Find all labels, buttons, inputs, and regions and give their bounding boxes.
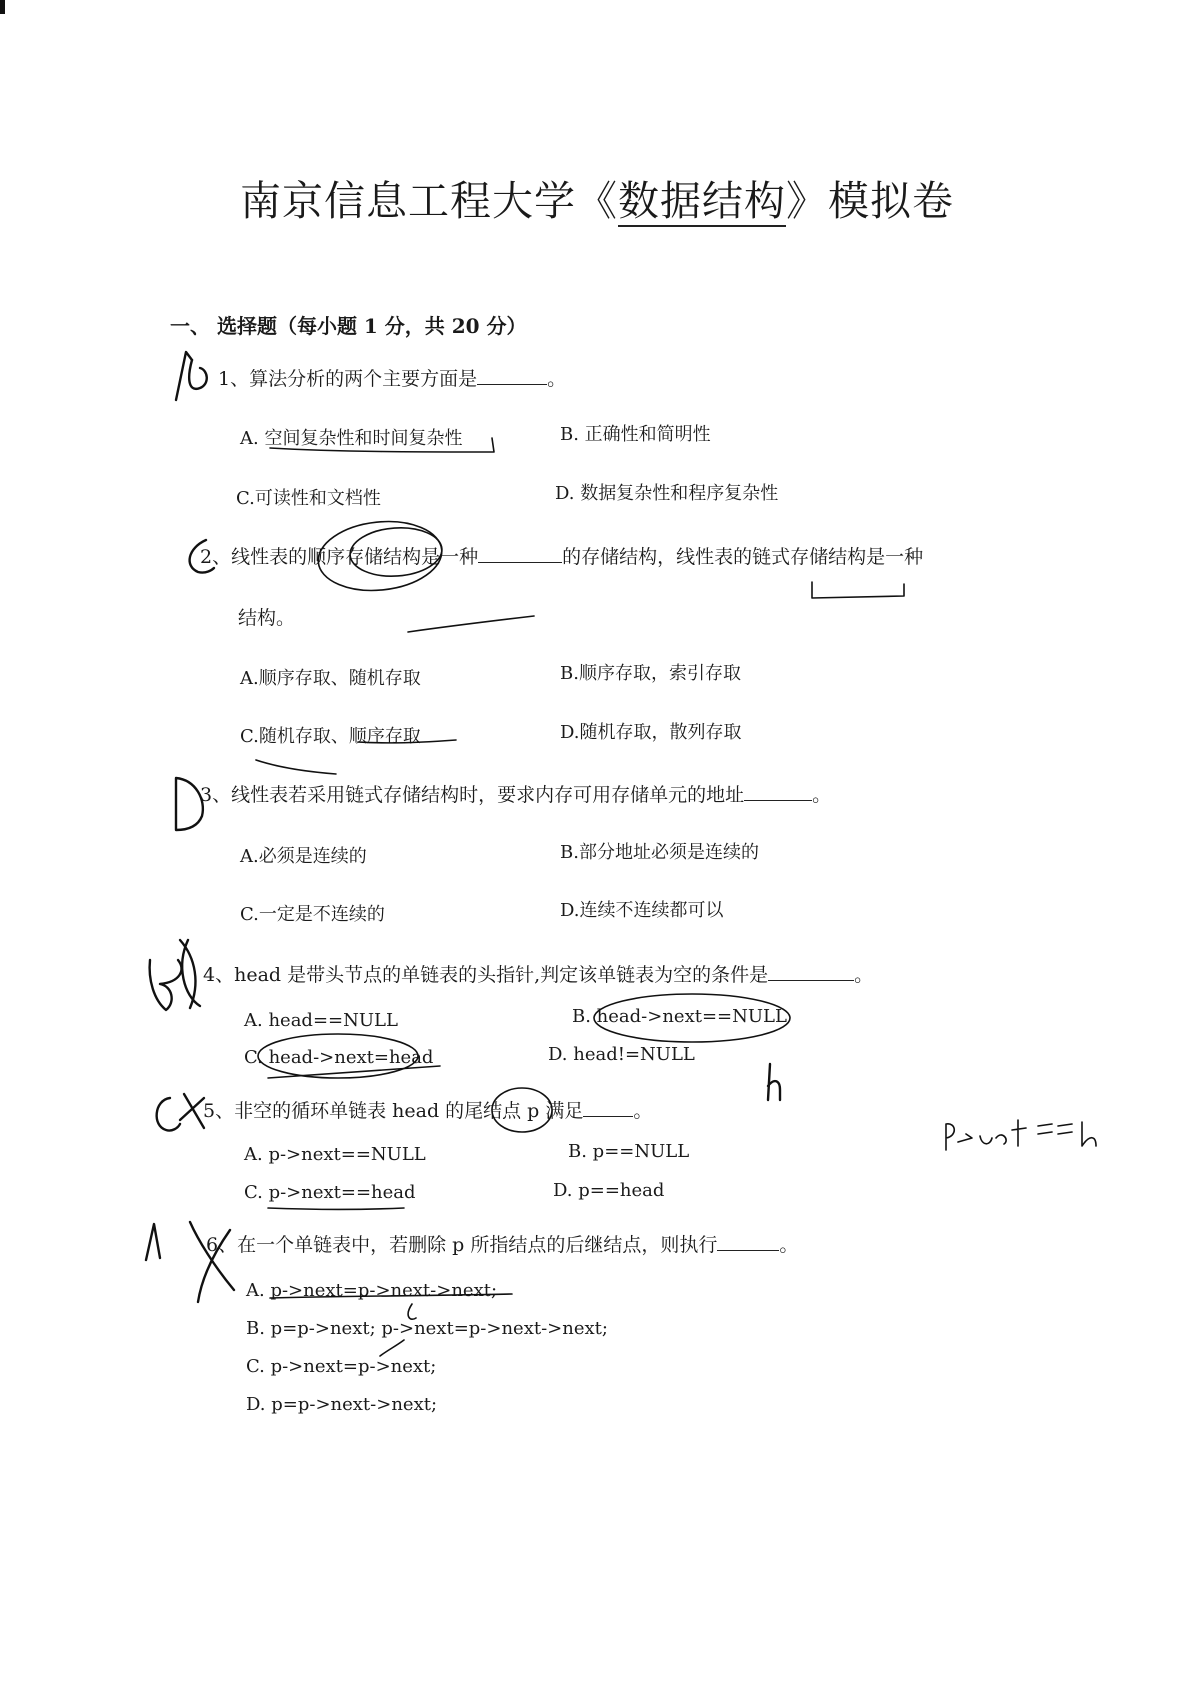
q4-option-b: B. head->next==NULL bbox=[572, 1006, 787, 1027]
handwritten-answer-q1 bbox=[176, 352, 207, 400]
q5-option-c: C. p->next==head bbox=[244, 1182, 416, 1203]
handwritten-answer-q4 bbox=[150, 940, 200, 1010]
q3-option-b: B.部分地址必须是连续的 bbox=[560, 842, 759, 863]
question-6: 6、在一个单链表中，若删除 p 所指结点的后继结点，则执行 。 bbox=[206, 1234, 799, 1256]
q1-option-b: B. 正确性和简明性 bbox=[560, 424, 711, 445]
margin-note bbox=[946, 1120, 1096, 1150]
handwritten-line-q2 bbox=[408, 616, 534, 632]
q6-option-a: A. p->next=p->next->next; bbox=[246, 1280, 498, 1301]
q5-option-b: B. p==NULL bbox=[568, 1141, 690, 1162]
scan-corner-mark bbox=[0, 0, 5, 14]
bracket-q2 bbox=[812, 582, 904, 598]
q2-option-c: C.随机存取、顺序存取 bbox=[240, 726, 421, 747]
question-1: 1、算法分析的两个主要方面是 。 bbox=[218, 368, 567, 390]
q5-option-a: A. p->next==NULL bbox=[244, 1144, 426, 1165]
q3-option-d: D.连续不连续都可以 bbox=[560, 900, 724, 921]
mark-q2-option-c bbox=[256, 760, 336, 774]
question-4: 4、head 是带头节点的单链表的头指针,判定该单链表为空的条件是 。 bbox=[203, 964, 874, 986]
q1-option-c: C.可读性和文档性 bbox=[236, 488, 381, 509]
q3-option-a: A.必须是连续的 bbox=[240, 846, 367, 867]
q1-option-d: D. 数据复杂性和程序复杂性 bbox=[555, 483, 779, 504]
section-heading: 一、 选择题（每小题 1 分，共 20 分） bbox=[170, 314, 527, 338]
q1-option-a: A. 空间复杂性和时间复杂性 bbox=[240, 428, 463, 449]
q2-option-d: D.随机存取，散列存取 bbox=[560, 722, 742, 743]
question-2-continued: 结构。 bbox=[238, 607, 296, 629]
q3-option-c: C.一定是不连续的 bbox=[240, 904, 385, 925]
handwritten-h bbox=[768, 1064, 780, 1100]
q6-option-b: B. p=p->next; p->next=p->next->next; bbox=[246, 1318, 608, 1339]
handwritten-answer-q5 bbox=[157, 1094, 204, 1131]
q6-option-c: C. p->next=p->next; bbox=[246, 1356, 437, 1377]
q6-option-d: D. p=p->next->next; bbox=[246, 1394, 438, 1415]
page-title: 南京信息工程大学《数据结构》模拟卷 bbox=[240, 177, 954, 225]
question-2: 2、线性表的顺序存储结构是一种 的存储结构，线性表的链式存储结构是一种 bbox=[200, 546, 924, 568]
q2-option-a: A.顺序存取、随机存取 bbox=[240, 668, 421, 689]
handwritten-answer-q3 bbox=[176, 778, 203, 830]
underline-q5-option-c bbox=[268, 1208, 404, 1210]
q2-option-b: B.顺序存取，索引存取 bbox=[560, 663, 741, 684]
question-5: 5、非空的循环单链表 head 的尾结点 p 满足 。 bbox=[203, 1100, 653, 1122]
q4-option-c: C. head->next=head bbox=[244, 1047, 434, 1068]
q5-option-d: D. p==head bbox=[553, 1180, 665, 1201]
q4-option-a: A. head==NULL bbox=[244, 1010, 398, 1031]
q4-option-d: D. head!=NULL bbox=[548, 1044, 695, 1065]
question-3: 3、线性表若采用链式存储结构时，要求内存可用存储单元的地址 。 bbox=[200, 784, 832, 806]
